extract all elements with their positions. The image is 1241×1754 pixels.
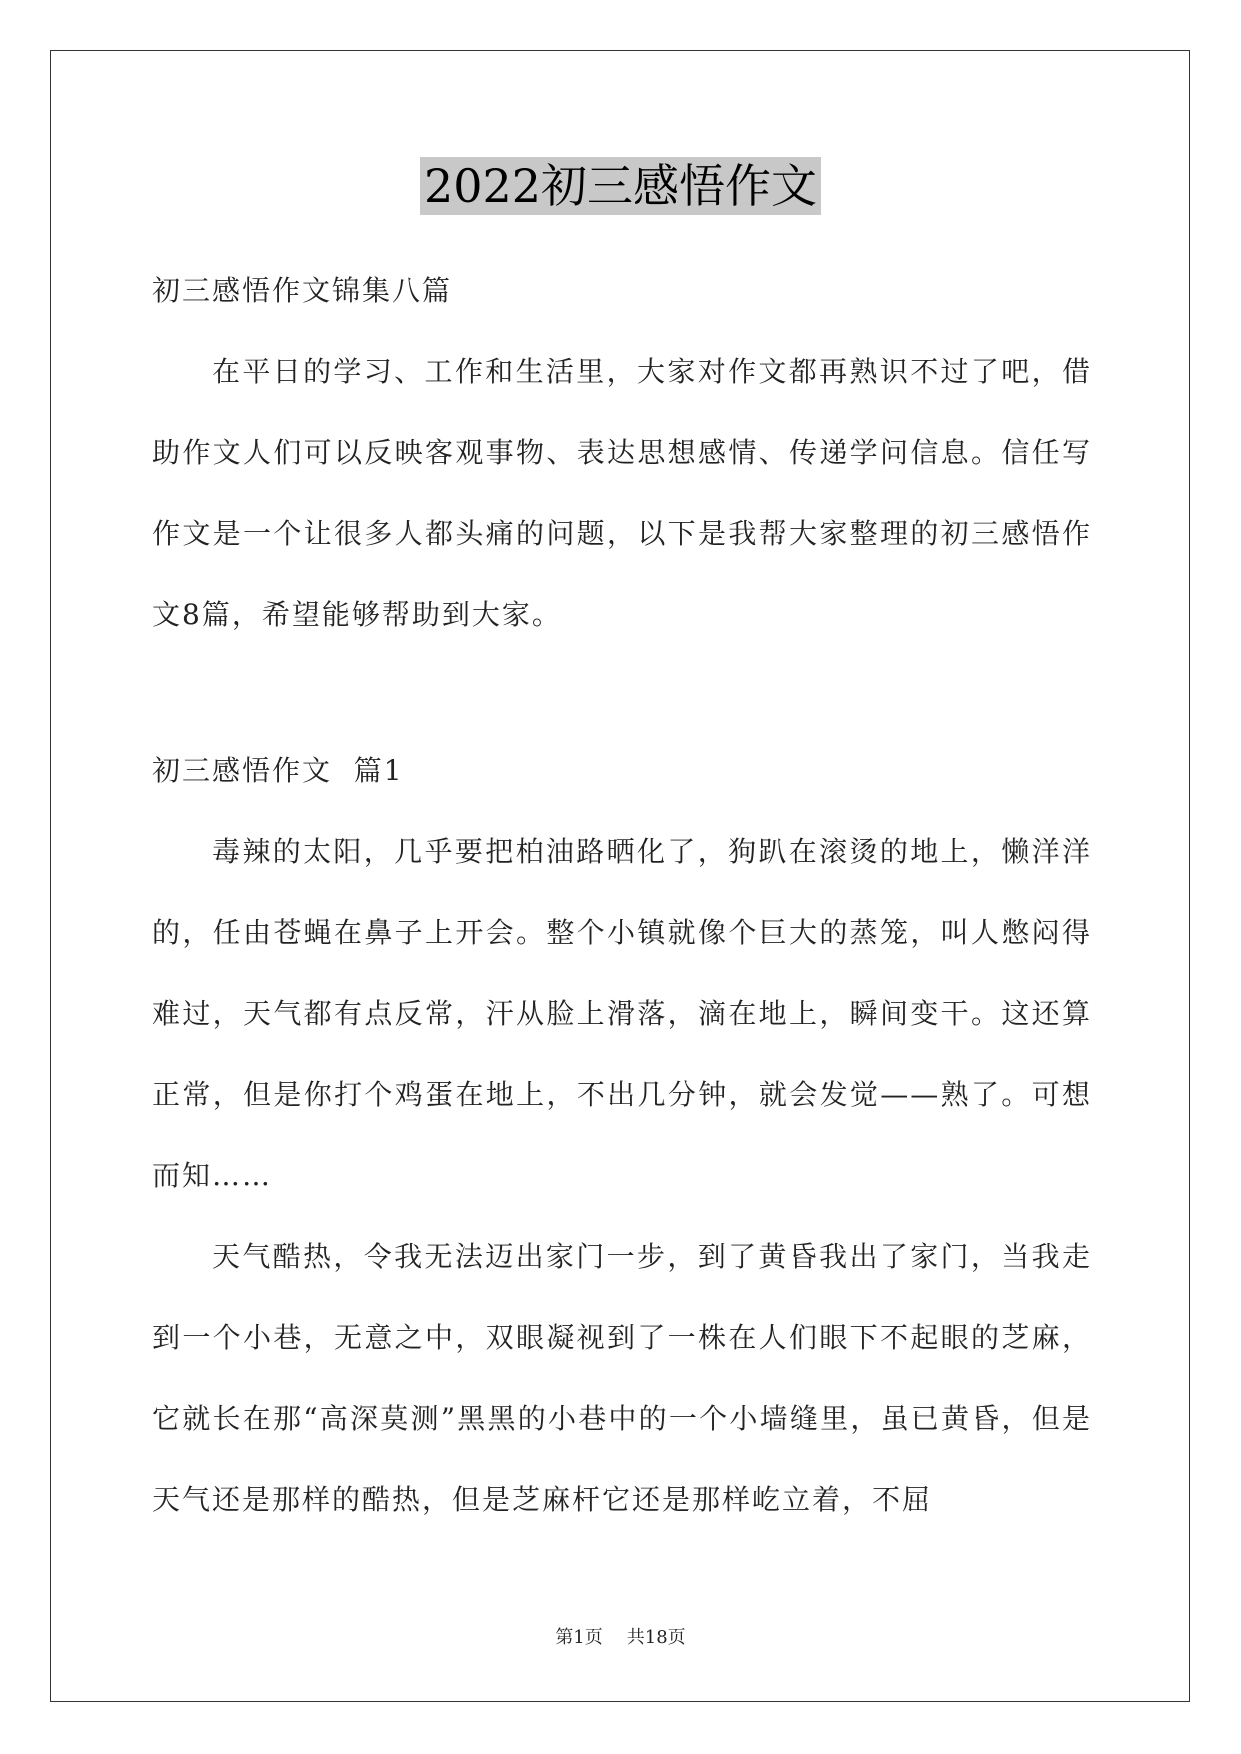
page-footer xyxy=(0,1627,1241,1649)
intro-paragraph: 在平日的学习、工作和生活里，大家对作文都再熟识不过了吧，借助作文人们可以反映客观事物、表达思想感情、传递学问信息。信任写作文是一个让很多人都头痛的问题，以下是我帮大家整理的初三感悟作文8篇，希望能够帮助到大家。 xyxy=(152,355,1092,631)
document-title xyxy=(0,158,1241,214)
body-paragraph-2: 天气酷热，令我无法迈出家门一步，到了黄昏我出了家门，当我走到一个小巷，无意之中，双眼凝视到了一株在人们眼下不起眼的芝麻，它就长在那“高深莫测”黑黑的小巷中的一个小墙缝里，虽已黄昏，但是天气还是那样的酷热，但是芝麻杆它还是那样屹立着，不屈 xyxy=(152,1240,1092,1516)
document-title-text: 2022初三感悟作文 xyxy=(420,157,821,215)
body-paragraph-1: 毒辣的太阳，几乎要把柏油路晒化了，狗趴在滚烫的地上，懒洋洋的，任由苍蝇在鼻子上开会。整个小镇就像个巨大的蒸笼，叫人憋闷得难过，天气都有点反常，汗从脸上滑落，滴在地上，瞬间变干。这还算正常，但是你打个鸡蛋在地上，不出几分钟，就会发觉——熟了。可想而知…… xyxy=(152,835,1092,1192)
section-heading: 初三感悟作文 篇1 xyxy=(152,754,404,787)
document-body xyxy=(152,250,1092,1540)
page-total: 共18页 xyxy=(626,1627,686,1648)
document-subtitle: 初三感悟作文锦集八篇 xyxy=(152,274,453,307)
page-number: 第1页 xyxy=(555,1627,603,1648)
